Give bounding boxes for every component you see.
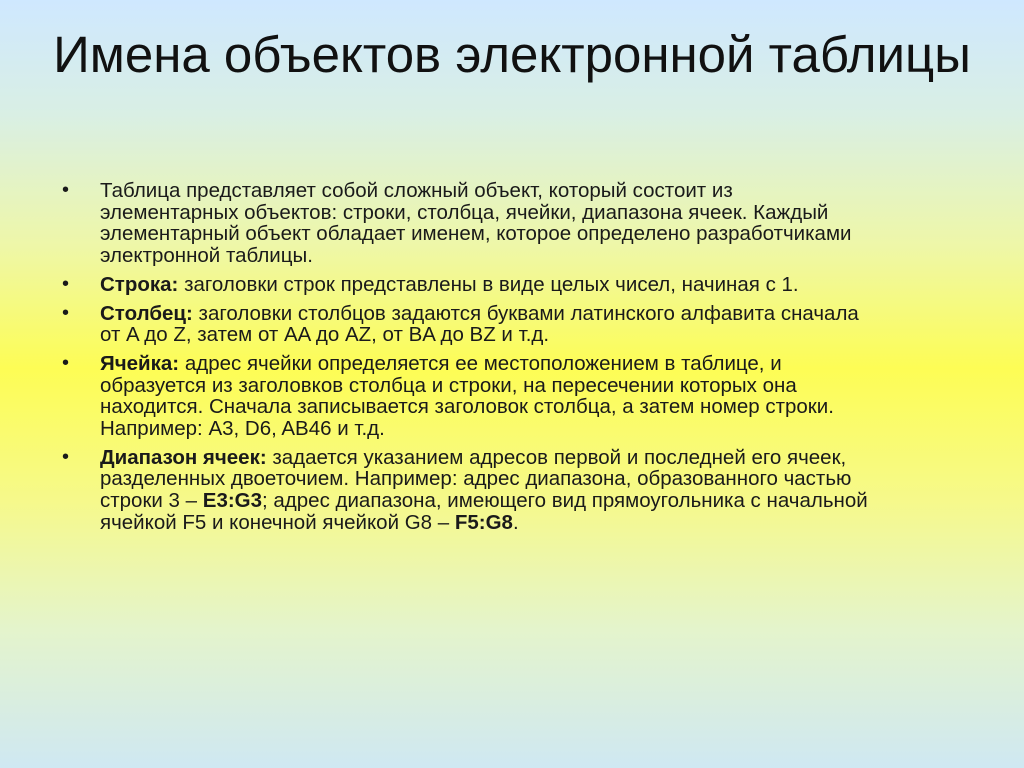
- item-text: ; адрес диапазона, имеющего вид прямоугольника с начальной ячейкой F5 и конечной ячейкой G8 –: [100, 489, 868, 534]
- term-label: Ячейка:: [100, 351, 180, 375]
- bullet-icon: •: [62, 179, 70, 201]
- item-text: адрес ячейки определяется ее местоположением в таблице, и образуется из заголовков столбца и строки, на пересечении которых она находится. Сначала записывается заголовок столбца, а затем номер строки. Например: A3, D6, AB46 и т.д.: [100, 351, 834, 441]
- list-item: [62, 179, 870, 268]
- bullet-icon: •: [62, 301, 70, 324]
- bullet-icon: •: [62, 445, 70, 468]
- item-text: заголовки строк представлены в виде целых чисел, начиная с 1.: [178, 272, 799, 296]
- list-item: [62, 272, 870, 296]
- item-text: .: [512, 510, 519, 534]
- term-label: Строка:: [100, 272, 179, 296]
- term-label: Столбец:: [100, 301, 193, 325]
- list-item: [62, 445, 870, 534]
- list-item: [62, 351, 870, 441]
- term-label: Диапазон ячеек:: [100, 445, 267, 469]
- item-text: задается указанием адресов первой и последней его ячеек, разделенных двоеточием. Например: адрес диапазона, образованного частью строки 3 –: [100, 445, 852, 513]
- item-text: Таблица представляет собой сложный объект, который состоит из элементарных объектов: строки, столбца, ячейки, диапазона ячеек. Каждый элементарный объект обладает именем, которое определено разработчиками электронной таблицы.: [100, 179, 852, 268]
- bullet-icon: •: [62, 272, 70, 295]
- list-item: [62, 301, 870, 347]
- slide-title: Имена объектов электронной таблицы: [53, 26, 971, 83]
- bullet-list: [62, 179, 870, 541]
- range-example: E3:G3: [202, 489, 263, 513]
- item-text: заголовки столбцов задаются буквами латинского алфавита сначала от A до Z, затем от AA до AZ, от BA до BZ и т.д.: [100, 301, 859, 347]
- range-example: F5:G8: [454, 510, 513, 534]
- bullet-icon: •: [62, 351, 70, 374]
